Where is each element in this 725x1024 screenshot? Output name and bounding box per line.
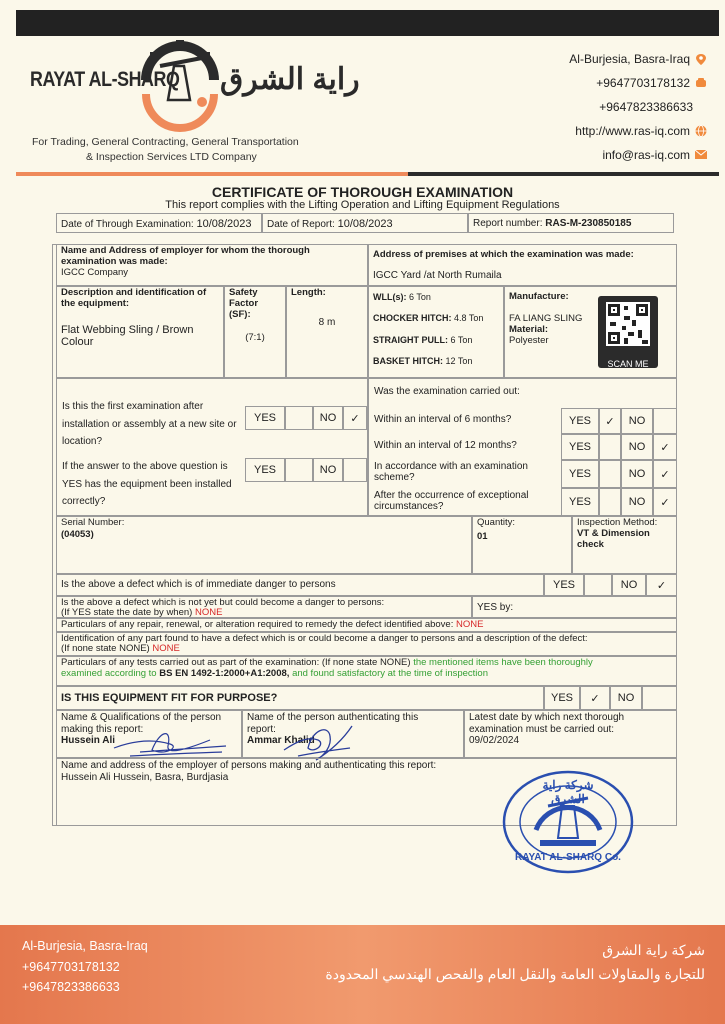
quantity-block: Quantity: 01 [472,516,572,574]
divider-orange [16,172,408,176]
exceptional-question: After the occurrence of exceptional circumstances? [374,490,529,512]
immediate-danger-no[interactable]: NO [612,574,646,596]
interval-12-question: Within an interval of 12 months? [374,440,517,451]
interval6-no[interactable]: NO [621,408,653,434]
employer-block: Name and Address of employer for whom the thorough examination was made: IGCC Company [56,244,368,286]
manufacture-block: Manufacture: FA LIANG SLING Material: Polyester [504,286,677,378]
fit-no-box[interactable] [642,686,677,710]
premises-block: Address of premises at which the examination was made: IGCC Yard /at North Rumaila [368,244,677,286]
footer-company-ar: شركة راية الشرق [602,942,705,958]
qr-label: SCAN ME [607,359,649,369]
exceptional-no-check[interactable]: ✓ [653,488,677,516]
tagline-line-1: For Trading, General Contracting, General Transportation [32,136,299,148]
scheme-yes[interactable]: YES [561,460,599,488]
interval12-yes-box[interactable] [599,434,621,460]
yes-by-field: YES by: [472,596,677,618]
exceptional-yes-box[interactable] [599,488,621,516]
serial-number-block: Serial Number: (04053) [56,516,472,574]
defect-identification: Identification of any part found to have a defect which is or could become a danger to persons and a description of the defect: (If none state NONE) NONE [56,632,677,656]
authenticator-block: Name of the person authenticating this report: Ammar Khalid [242,710,464,758]
top-bar [16,10,719,36]
fit-yes[interactable]: YES [544,686,580,710]
installed-yes[interactable]: YES [245,458,285,482]
report-date-field: Date of Report: 10/08/2023 [262,213,468,233]
immediate-danger-yes-box[interactable] [584,574,612,596]
exceptional-yes[interactable]: YES [561,488,599,516]
immediate-danger-no-check[interactable]: ✓ [646,574,677,596]
immediate-danger-yes[interactable]: YES [544,574,584,596]
exam-date-field: Date of Through Examination: 10/08/2023 [56,213,262,233]
contact-email[interactable]: info@ras-iq.com [602,148,707,162]
tests-particulars: Particulars of any tests carried out as part of the examination: (If none state NONE) the mentioned items have been thoroughly examined according to BS EN 1492-1:2000+A1:2008, and found satisfactory at the time of inspection [56,656,677,686]
contact-phone-2[interactable]: +9647823386633 [599,100,693,114]
load-ratings: WLL(s): 6 Ton CHOCKER HITCH: 4.8 Ton STRAIGHT PULL: 6 Ton BASKET HITCH: 12 Ton [368,286,504,378]
fit-for-purpose-question: IS THIS EQUIPMENT FIT FOR PURPOSE? [56,686,544,710]
divider-dark [408,172,719,176]
interval6-yes[interactable]: YES [561,408,599,434]
footer-tagline-ar: للتجارة والمقاولات العامة والنقل العام والفحص الهندسي المحدودة [325,966,705,982]
globe-icon [695,125,707,137]
interval-6-question: Within an interval of 6 months? [374,414,512,425]
author-signature [110,726,230,760]
logo-text-ar: راية الشرق [220,63,360,96]
first-exam-yes-box[interactable] [285,406,313,430]
carried-out-label: Was the examination carried out: [374,386,520,397]
interval12-yes[interactable]: YES [561,434,599,460]
interval12-no[interactable]: NO [621,434,653,460]
footer-phone-2[interactable]: +9647823386633 [22,980,120,994]
safety-factor: Safety Factor (SF): (7:1) [224,286,286,378]
interval12-no-check[interactable]: ✓ [653,434,677,460]
interval6-no-box[interactable] [653,408,677,434]
footer-address: Al-Burjesia, Basra-Iraq [22,939,148,953]
future-danger-question: Is the above a defect which is not yet but could become a danger to persons: (If YES state the date by when) NONE [56,596,472,618]
installed-yes-box[interactable] [285,458,313,482]
certificate-subtitle: This report complies with the Lifting Operation and Lifting Equipment Regulations [165,199,560,211]
interval6-yes-check[interactable]: ✓ [599,408,621,434]
stamp-text-ar: شركة راية الشرق [542,778,594,806]
contact-address: Al-Burjesia, Basra-Iraq [569,52,707,66]
scheme-no-check[interactable]: ✓ [653,460,677,488]
contact-phone-1[interactable]: +9647703178132 [596,76,707,90]
location-pin-icon [695,53,707,65]
mail-icon [695,149,707,161]
length: Length: 8 m [286,286,368,378]
report-author-block: Name & Qualifications of the person making this report: Hussein Ali [56,710,242,758]
inspection-method-block: Inspection Method: VT & Dimension check [572,516,677,574]
repair-particulars: Particulars of any repair, renewal, or alteration required to remedy the defect identified above: NONE [56,618,677,632]
installed-no[interactable]: NO [313,458,343,482]
employer-of-persons-block: Name and address of the employer of persons making and authenticating this report: Hussein Ali Hussein, Basra, Burdjasia [56,758,677,826]
report-number-field: Report number: RAS-M-230850185 [468,213,674,233]
equipment-description: Description and identification of the equipment: Flat Webbing Sling / Brown Colour [56,286,224,378]
installed-no-box[interactable] [343,458,367,482]
next-exam-block: Latest date by which next thorough examination must be carried out: 09/02/2024 [464,710,677,758]
exceptional-no[interactable]: NO [621,488,653,516]
qr-code-icon [598,296,658,352]
tagline-line-2: & Inspection Services LTD Company [86,151,257,163]
company-stamp [500,770,636,874]
installed-correctly-question: If the answer to the above question is YES has the equipment been installed correctly? [62,461,232,507]
qr-code[interactable] [598,296,658,368]
certificate-title: CERTIFICATE OF THOROUGH EXAMINATION [211,184,514,200]
scheme-yes-box[interactable] [599,460,621,488]
contact-website[interactable]: http://www.ras-iq.com [575,124,707,138]
first-exam-question: Is this the first examination after installation or assembly at a new site or location? [62,401,237,447]
logo-text-en: RAYAT AL-SHARQ [30,68,180,91]
first-exam-no-check[interactable]: ✓ [343,406,367,430]
scheme-question: In accordance with an examination scheme? [374,461,528,483]
immediate-danger-question: Is the above a defect which is of immediate danger to persons [56,574,544,596]
fit-yes-check[interactable]: ✓ [580,686,610,710]
stamp-text-en: RAYAT AL-SHARQ Co. [515,852,621,863]
phone-icon [695,77,707,89]
first-exam-no[interactable]: NO [313,406,343,430]
scheme-no[interactable]: NO [621,460,653,488]
footer-phone-1[interactable]: +9647703178132 [22,960,120,974]
first-exam-yes[interactable]: YES [245,406,285,430]
fit-no[interactable]: NO [610,686,642,710]
